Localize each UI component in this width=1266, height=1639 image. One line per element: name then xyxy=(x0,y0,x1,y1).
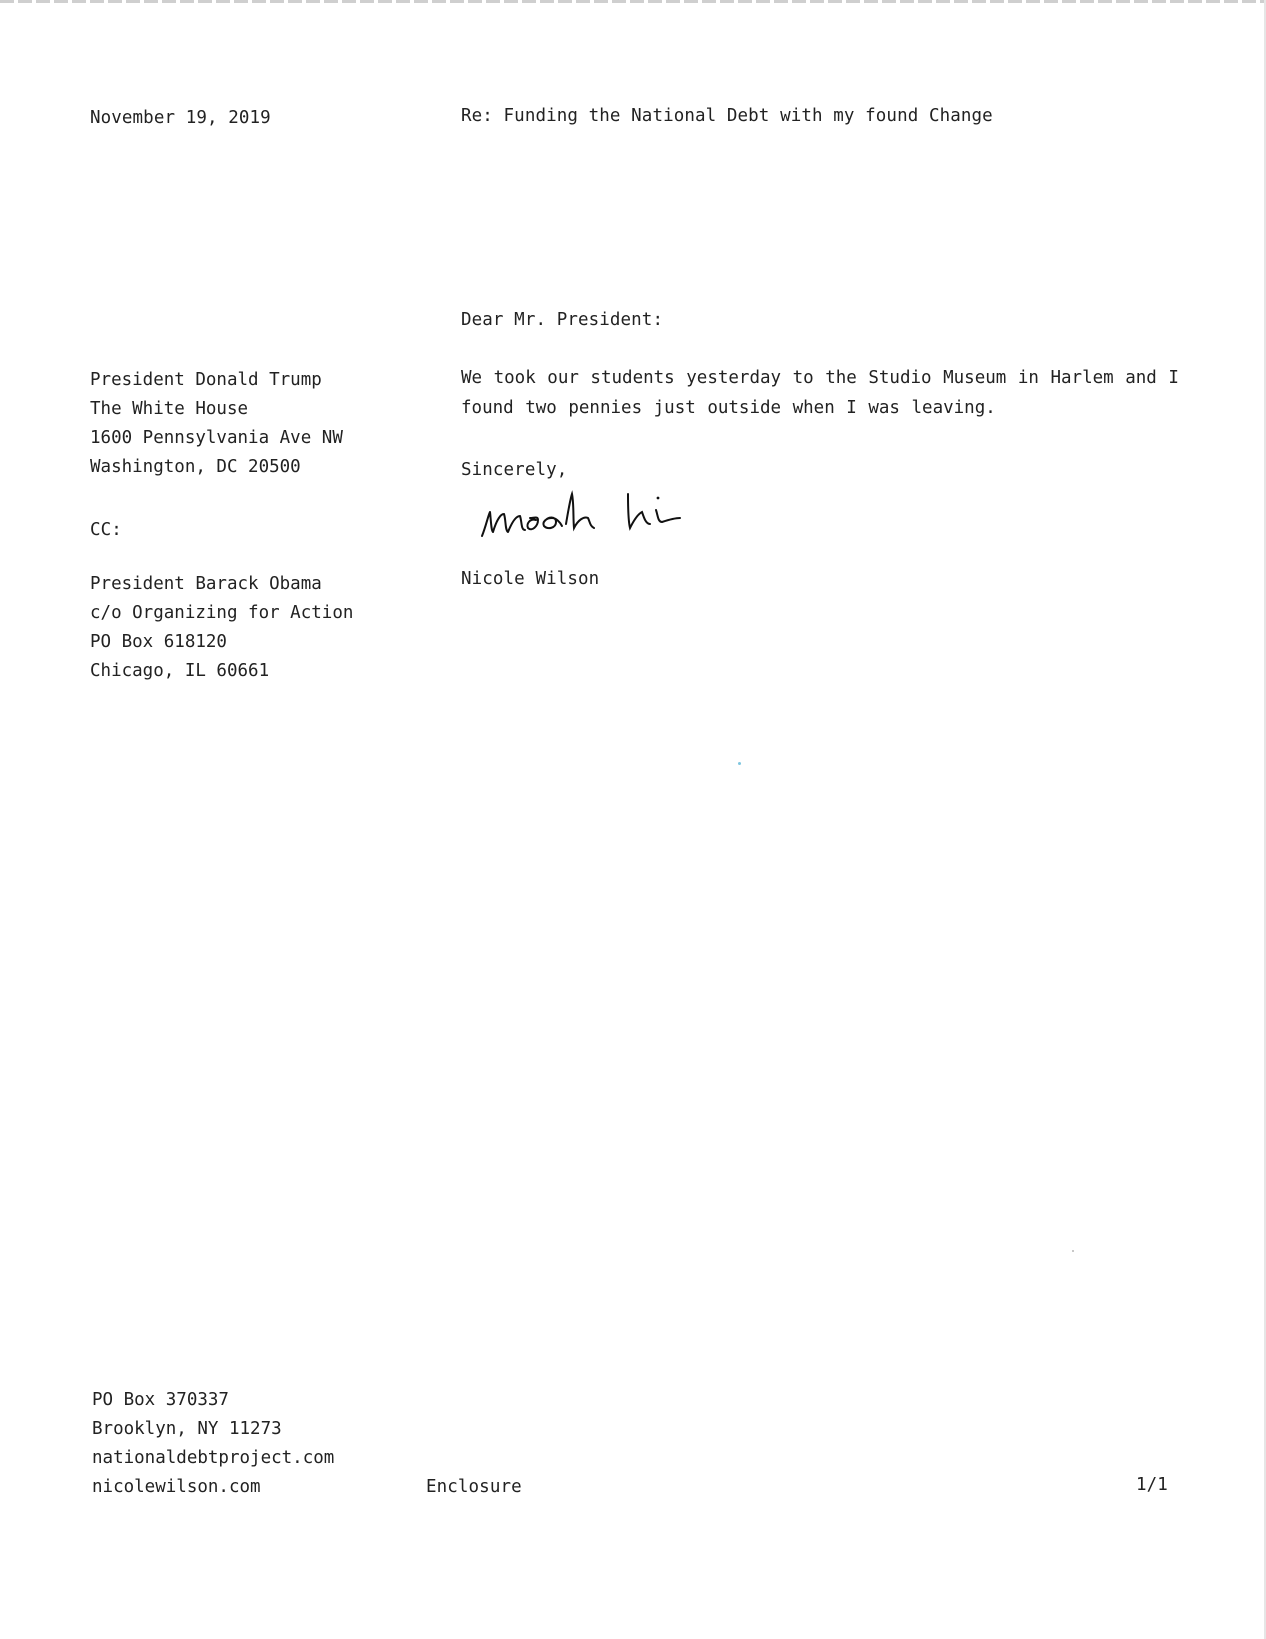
recipient-line: 1600 Pennsylvania Ave NW xyxy=(90,428,343,448)
scan-speck xyxy=(738,762,741,765)
page-number: 1/1 xyxy=(1136,1475,1168,1495)
cc-line: President Barack Obama xyxy=(90,574,322,594)
enclosure-label: Enclosure xyxy=(426,1477,522,1497)
closing: Sincerely, xyxy=(461,460,568,480)
cc-line: PO Box 618120 xyxy=(90,632,227,652)
handwritten-signature xyxy=(478,488,728,546)
recipient-line: President Donald Trump xyxy=(90,370,322,390)
salutation: Dear Mr. President: xyxy=(461,310,664,330)
cc-line: Chicago, IL 60661 xyxy=(90,661,270,681)
sender-link[interactable]: nationaldebtproject.com xyxy=(92,1448,335,1468)
cc-address xyxy=(90,570,353,686)
cc-line: c/o Organizing for Action xyxy=(90,603,354,623)
letter-subject: Re: Funding the National Debt with my found Change xyxy=(461,106,993,126)
scan-edge-top xyxy=(0,0,1266,3)
recipient-line: The White House xyxy=(90,399,249,419)
sender-address xyxy=(92,1386,334,1502)
sender-line: Brooklyn, NY 11273 xyxy=(92,1419,282,1439)
scan-speck xyxy=(1072,1250,1074,1252)
recipient-line: Washington, DC 20500 xyxy=(90,457,301,477)
letter-date: November 19, 2019 xyxy=(90,108,271,128)
sender-line: PO Box 370337 xyxy=(92,1390,229,1410)
sender-link[interactable]: nicolewilson.com xyxy=(92,1477,261,1497)
cc-label: CC: xyxy=(90,520,122,540)
recipient-address xyxy=(90,366,343,482)
signer-name: Nicole Wilson xyxy=(461,569,600,589)
letter-body: We took our students yesterday to the Studio Museum in Harlem and I found two pennies just outside when I was leaving. xyxy=(461,368,1179,418)
